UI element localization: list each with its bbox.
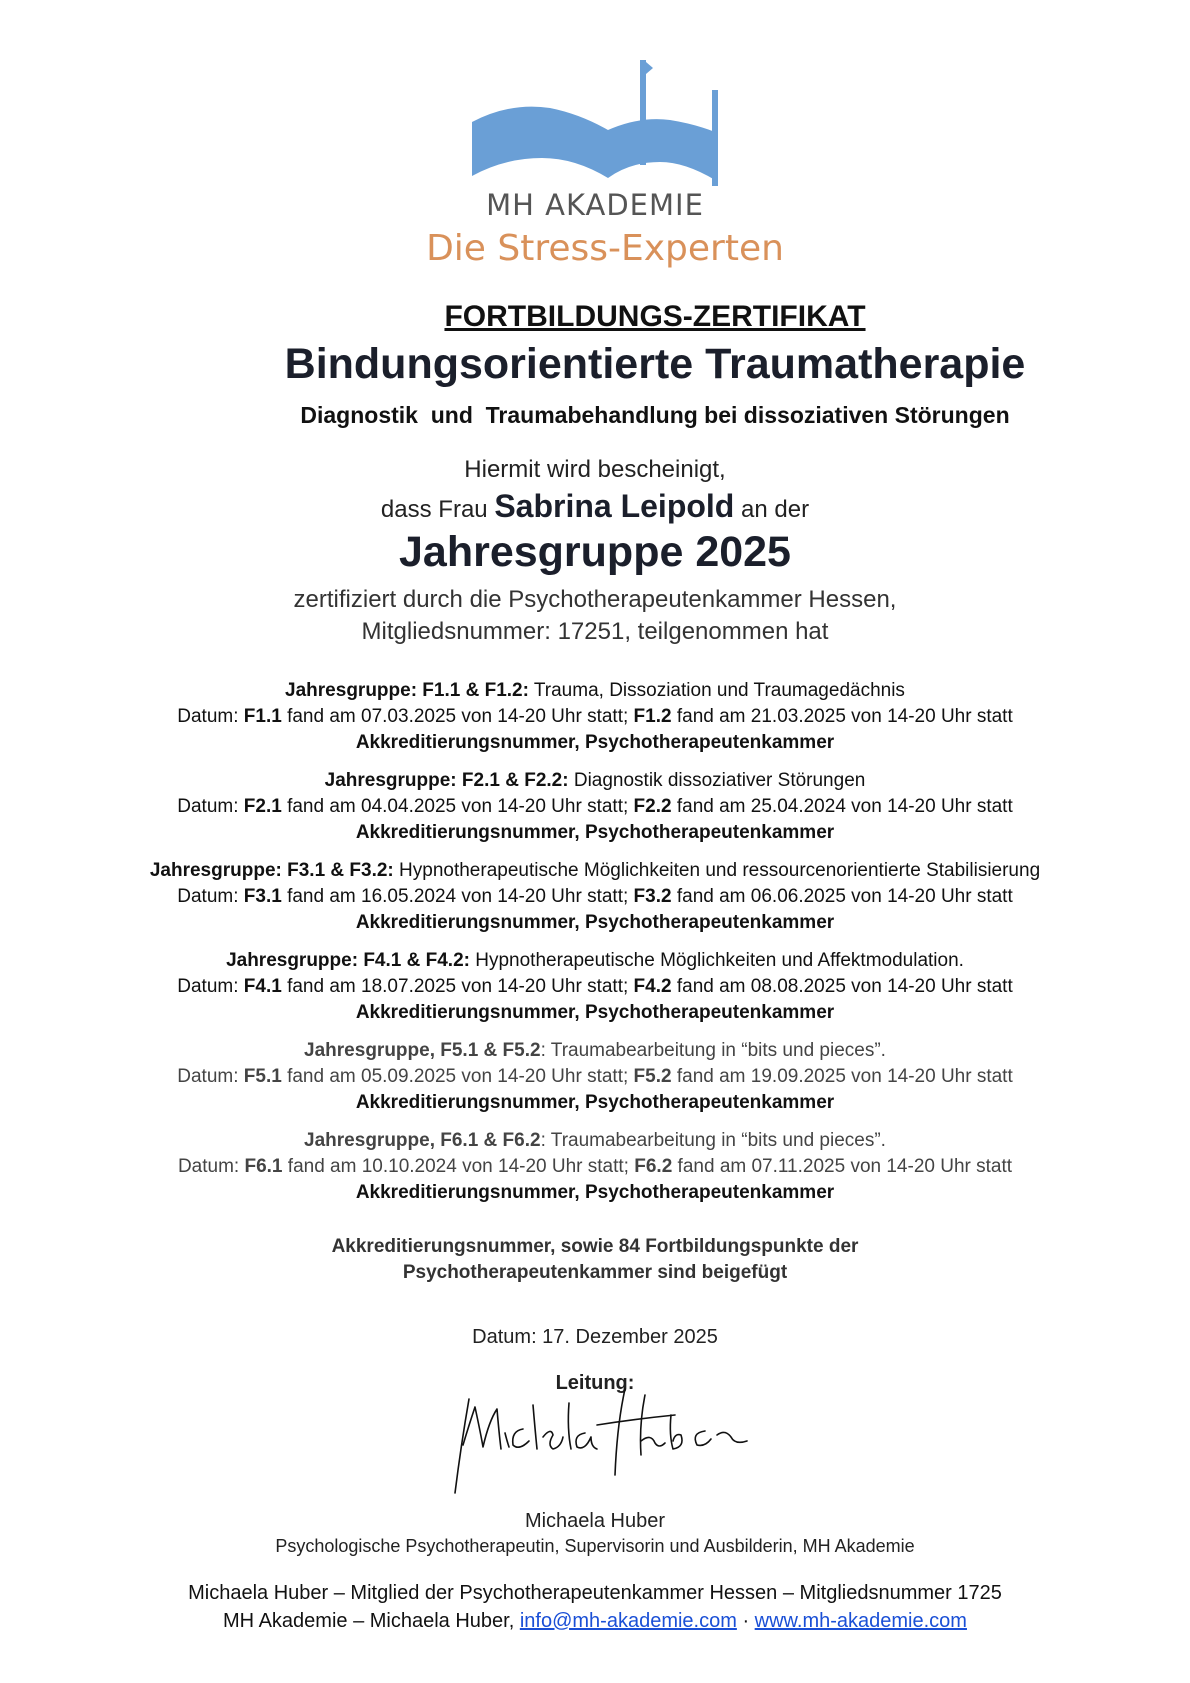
session-header [0,950,1190,972]
session-dates [0,976,1190,998]
session-code: F1.1 [243,706,282,727]
session-topic: Hypnotherapeutische Möglichkeiten und ressourcenorientierte Stabilisierung [393,860,1041,881]
signature [435,1385,795,1495]
session-date-text: fand am 05.09.2025 von 14-20 Uhr statt; [281,1066,634,1087]
session-dates [0,1066,1190,1088]
participant-line [0,488,1190,525]
session-date-text: fand am 16.05.2024 von 14-20 Uhr statt; [281,886,634,907]
session-label: Jahresgruppe, F6.1 & F6.2 [304,1130,541,1151]
intro-line: Hiermit wird bescheinigt, [464,456,726,483]
session-header [0,1040,1190,1062]
session-label: Jahresgruppe: F2.1 & F2.2: [324,770,569,791]
session-date-text: fand am 07.11.2025 von 14-20 Uhr statt [672,1156,1013,1177]
session-header [0,860,1190,882]
session-topic: : Traumabearbeitung in “bits und pieces”. [540,1040,886,1061]
date-prefix: Datum: [177,1156,245,1177]
session-code: F4.2 [633,976,672,997]
session-code: F2.2 [633,796,672,817]
session-header [0,680,1190,702]
summary-line: Akkreditierungsnummer, sowie 84 Fortbildungspunkte der [331,1236,859,1257]
date-prefix: Datum: [177,976,244,997]
signer-name: Michaela Huber [524,1510,666,1532]
session-date-text: fand am 07.03.2025 von 14-20 Uhr statt; [281,706,634,727]
session-date-text: fand am 25.04.2024 von 14-20 Uhr statt [671,796,1013,817]
session-code: F2.1 [243,796,282,817]
issue-date: Datum: 17. Dezember 2025 [472,1326,718,1348]
session-accreditation: Akkreditierungsnummer, Psychotherapeutenkammer [355,912,835,933]
contact-prefix: MH Akademie – Michaela Huber, [223,1610,520,1632]
session-accreditation: Akkreditierungsnummer, Psychotherapeutenkammer [355,1092,835,1113]
member-line: Michaela Huber – Mitglied der Psychotherapeutenkammer Hessen – Mitgliedsnummer 1725 [188,1582,1002,1604]
date-prefix: Datum: [177,706,244,727]
website-link[interactable]: www.mh-akademie.com [754,1610,967,1632]
summary-line: Psychotherapeutenkammer sind beigefügt [402,1262,788,1283]
session-date-text: fand am 04.04.2025 von 14-20 Uhr statt; [281,796,634,817]
session-code: F6.2 [634,1156,673,1177]
signer-title: Psychologische Psychotherapeutin, Supervisorin und Ausbilderin, MH Akademie [275,1536,915,1556]
session-dates [0,1156,1190,1178]
certification-line: zertifiziert durch die Psychotherapeutenkammer Hessen, [293,586,897,613]
session-date-text: fand am 06.06.2025 von 14-20 Uhr statt [671,886,1013,907]
certificate-label: FORTBILDUNGS-ZERTIFIKAT [444,300,866,333]
session-topic: Diagnostik dissoziativer Störungen [568,770,866,791]
session-label: Jahresgruppe: F4.1 & F4.2: [226,950,470,971]
session-topic: : Traumabearbeitung in “bits und pieces”. [540,1130,886,1151]
session-header [0,1130,1190,1152]
participant-suffix: an der [734,496,810,523]
session-code: F3.1 [243,886,282,907]
session-dates [0,706,1190,728]
session-date-text: fand am 10.10.2024 von 14-20 Uhr statt; [282,1156,635,1177]
session-date-text: fand am 21.03.2025 von 14-20 Uhr statt [671,706,1013,727]
session-code: F1.2 [633,706,672,727]
session-label: Jahresgruppe: F3.1 & F3.2: [149,860,394,881]
session-date-text: fand am 19.09.2025 von 14-20 Uhr statt [671,1066,1013,1087]
session-accreditation: Akkreditierungsnummer, Psychotherapeutenkammer [355,1002,835,1023]
session-dates [0,796,1190,818]
certificate-title: Bindungsorientierte Traumatherapie [284,340,1026,388]
email-link[interactable]: info@mh-akademie.com [519,1610,737,1632]
contact-separator: · [736,1610,755,1632]
participant-name: Sabrina Leipold [494,488,735,524]
participant-prefix: dass Frau [380,496,495,523]
session-code: F5.2 [633,1066,672,1087]
session-accreditation: Akkreditierungsnummer, Psychotherapeutenkammer [355,732,835,753]
contact-line [0,1610,1190,1633]
session-code: F5.1 [243,1066,282,1087]
session-topic: Hypnotherapeutische Möglichkeiten und Affektmodulation. [469,950,964,971]
session-code: F4.1 [243,976,282,997]
session-date-text: fand am 18.07.2025 von 14-20 Uhr statt; [281,976,634,997]
session-accreditation: Akkreditierungsnummer, Psychotherapeutenkammer [355,822,835,843]
leitung-label: Leitung: [555,1372,635,1394]
session-label: Jahresgruppe, F5.1 & F5.2 [304,1040,541,1061]
membership-line: Mitgliedsnummer: 17251, teilgenommen hat [361,618,829,645]
session-header [0,770,1190,792]
session-code: F3.2 [633,886,672,907]
session-code: F6.1 [244,1156,283,1177]
brand-tagline: Die Stress-Experten [426,228,784,269]
session-date-text: fand am 08.08.2025 von 14-20 Uhr statt [671,976,1013,997]
session-label: Jahresgruppe: F1.1 & F1.2: [285,680,529,701]
date-prefix: Datum: [177,1066,244,1087]
session-topic: Trauma, Dissoziation und Traumagedächnis [528,680,905,701]
date-prefix: Datum: [177,886,244,907]
session-dates [0,886,1190,908]
certificate-subtitle: Diagnostik und Traumabehandlung bei dissoziativen Störungen [300,402,1010,428]
brand-name: MH AKADEMIE [486,188,704,222]
group-title: Jahresgruppe 2025 [399,528,791,576]
session-accreditation: Akkreditierungsnummer, Psychotherapeutenkammer [355,1182,835,1203]
date-prefix: Datum: [177,796,244,817]
